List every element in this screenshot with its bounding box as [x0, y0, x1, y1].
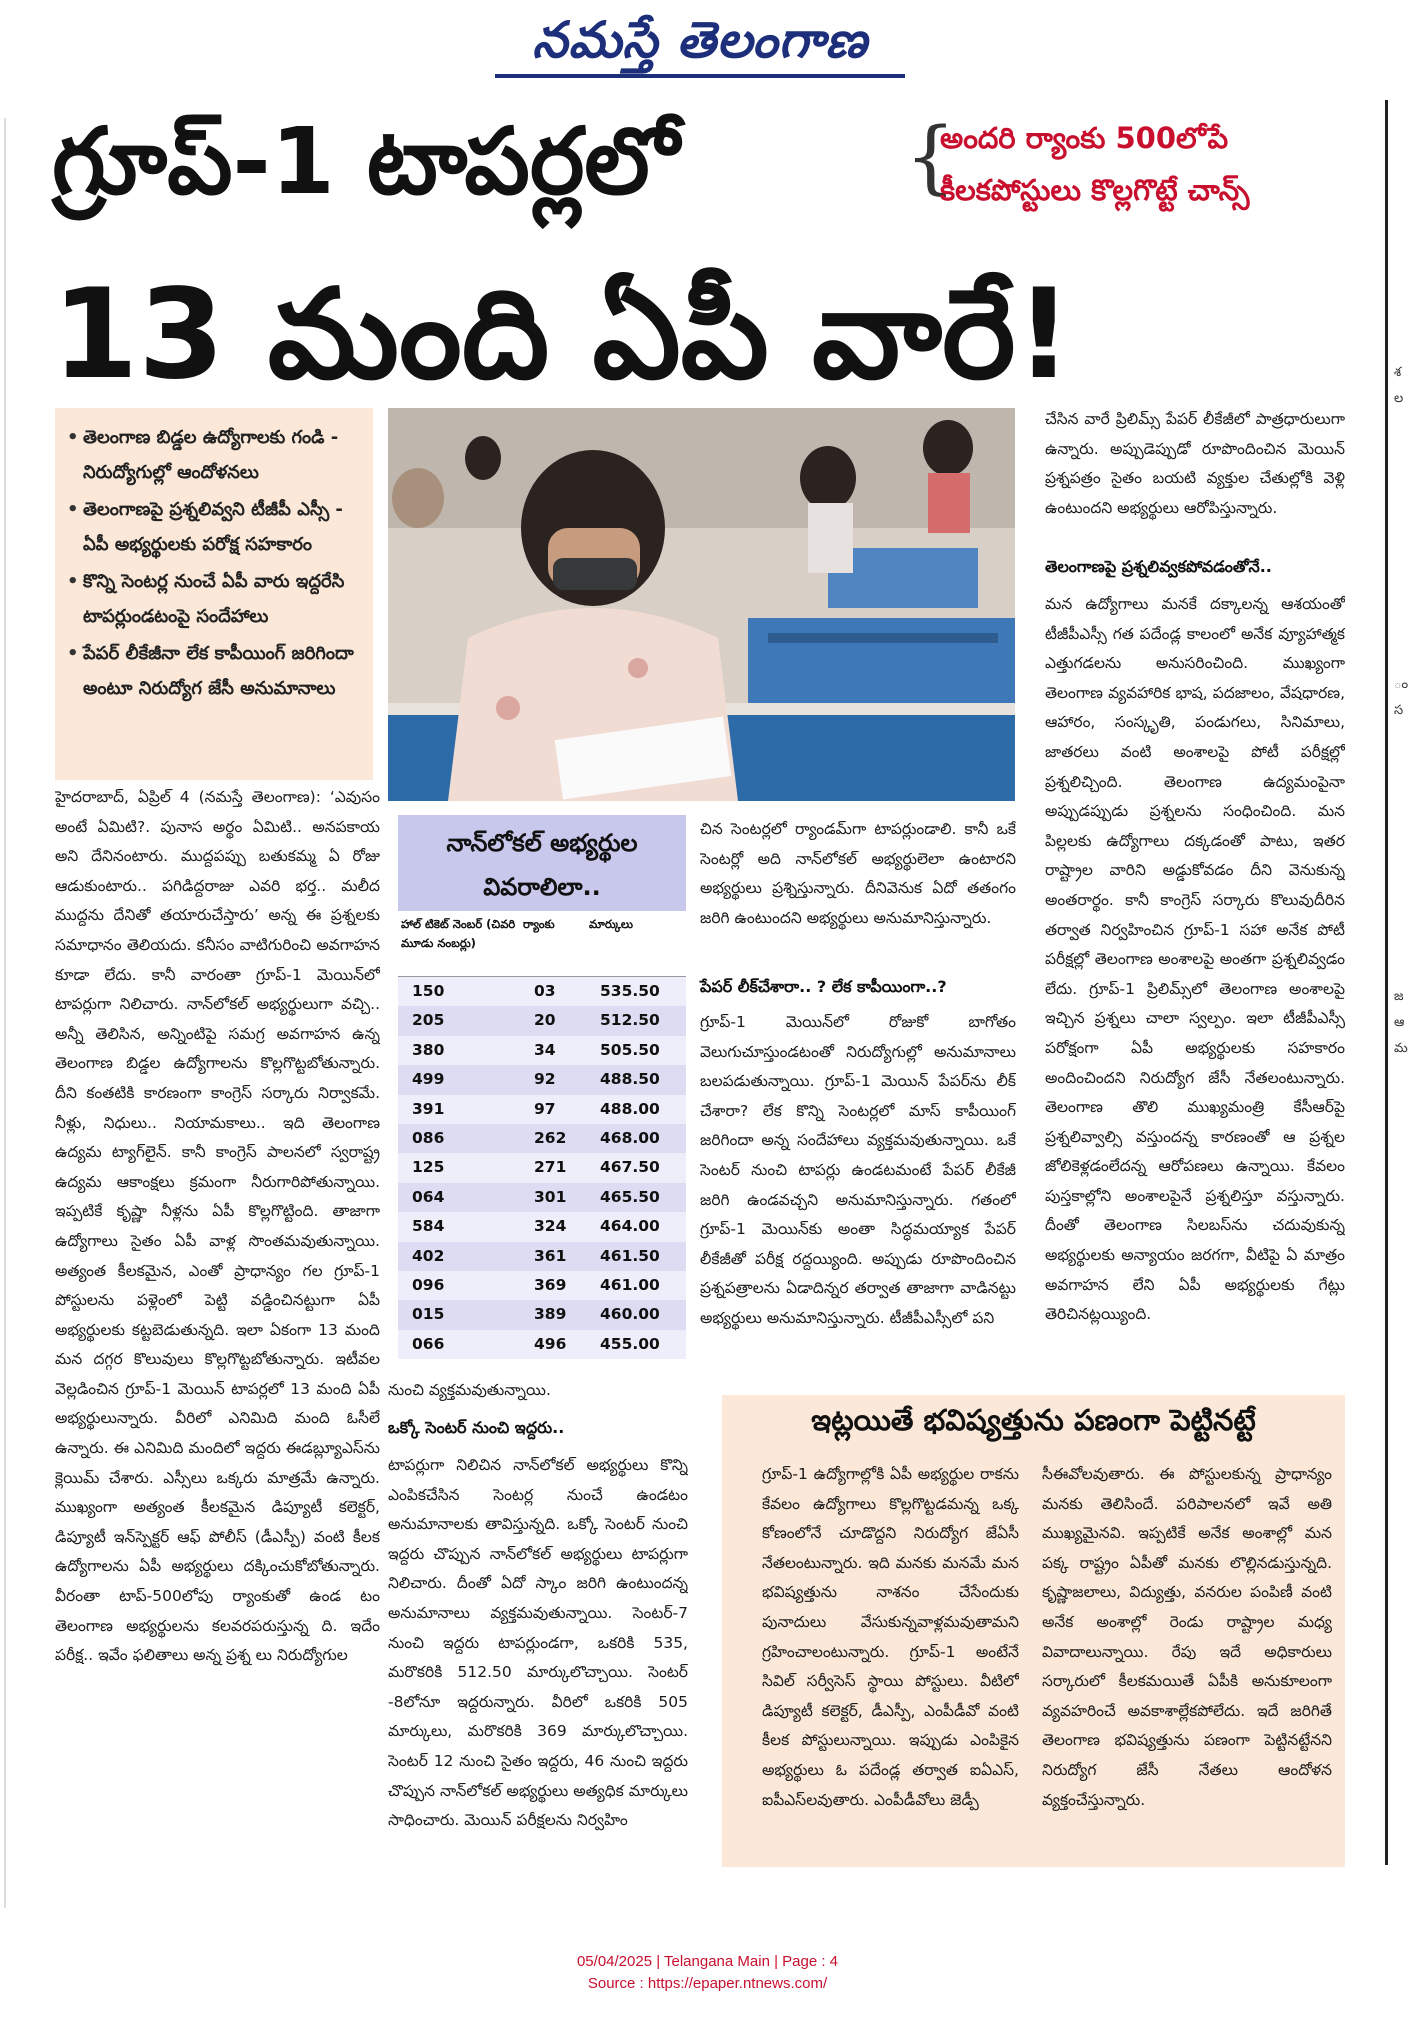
- article-column-3-top: చిన సెంటర్లలో ర్యాండమ్‌గా టాపర్లుండాలి. కానీ ఒకే సెంటర్లో అది నాన్‌లోకల్‌ అభ్యర్థులెలా ఉంటారని అభ్యర్థులు ప్రశ్నిస్తున్నారు. దీనివెనుక ఏదో తతంగం జరిగి ఉంటుందని అభ్యర్థులు అనుమానిస్తున్నారు.: [700, 820, 1016, 927]
- cell-hall-ticket: 015: [412, 1305, 445, 1324]
- footer-date-page: 05/04/2025 | Telangana Main | Page : 4: [576, 1953, 839, 1970]
- header-marks: మార్కులు: [589, 917, 633, 931]
- subheadline-1: అందరి ర్యాంకు 500లోపే: [940, 121, 1229, 155]
- subhead-one-center-two: ఒక్కో సెంటర్‌ నుంచి ఇద్దరు..: [388, 1418, 565, 1437]
- table-row: [398, 1006, 686, 1035]
- bullet-dot-icon: •: [67, 499, 79, 520]
- cell-hall-ticket: 086: [412, 1128, 445, 1147]
- cell-marks: 468.00: [600, 1128, 660, 1147]
- table-title: [398, 815, 686, 911]
- headline-line-1: గ్రూప్‌-1 టాపర్లలో: [52, 108, 680, 215]
- cell-rank: 92: [534, 1070, 556, 1089]
- edge-fragment: స: [1394, 703, 1404, 718]
- cell-hall-ticket: 391: [412, 1099, 445, 1118]
- table-row: [398, 1095, 686, 1124]
- cell-hall-ticket: 066: [412, 1334, 445, 1353]
- cell-hall-ticket: 096: [412, 1275, 445, 1294]
- highlight-item: [67, 420, 363, 490]
- table-title-line-2: వివరాలిలా..: [483, 873, 601, 901]
- highlight-item: [67, 492, 363, 562]
- article-column-4: మన ఉద్యోగాలు మనకే దక్కాలన్న ఆశయంతో టీజీపీఎస్సీ గత పదేండ్ల కాలంలో అనేక వ్యూహాత్మక ఎత్తుగడలను అనుసరించింది. ముఖ్యంగా తెలంగాణ వ్యవహారిక భాష, పదజాలం, వేషధారణ, ఆహారం, సంస్కృతి, పండుగలు, సినిమాలు, జాతరలు వంటి అంశాలపై పోటీ పరీక్షల్లో ప్రశ్నలిచ్చింది. తెలంగాణ ఉద్యమంపైనా అప్పుడప్పుడు ప్రశ్నలను సంధించింది. మన పిల్లలకు ఉద్యోగాలు దక్కడంతో పాటు, ఇతర రాష్ట్రాల వారిని అడ్డుకోవడం దీని వెనుకున్న అంతరార్థం. కానీ కాంగ్రెస్‌ సర్కారు కొలువుదీరిన తర్వాత నిర్వహించిన గ్రూప్‌-1 సహా అనేక పోటీ పరీక్షల్లో తెలంగాణ అంశాలపై అంతగా ప్రశ్నలివ్వడం లేదు. గ్రూప్‌-1 ప్రిలిమ్స్‌లో తెలంగాణ అంశాలపై ఇచ్చిన ప్రశ్నలు చాలా స్వల్పం. ఇలా టీజీపీఎస్సీ పరోక్షంగా ఏపీ అభ్యర్థులకు సహకారం అందించిందని నిరుద్యోగ జేసీ నేతలంటున్నారు. తెలంగాణ తొలి ముఖ్యమంత్రి కేసీఆర్‌పై ప్రశ్నలివ్వాల్సి వస్తుందన్న కారణంతో ఆ ప్రశ్నల జోలికెళ్లడంలేదన్న ఆరోపణలు ఉన్నాయి. కేవలం పుస్తకాల్లోని అంశాలపైనే ప్రశ్నలిస్తూ వస్తున్నారు. దీంతో తెలంగాణ సిలబస్‌ను చదువుకున్న అభ్యర్థులకు అన్యాయం జరగగా, వీటిపై ఏ మాత్రం అవగాహన లేని ఏపీ అభ్యర్థులకు గేట్లు తెరిచినట్లయ్యింది.: [1045, 595, 1345, 1324]
- cell-hall-ticket: 402: [412, 1246, 445, 1265]
- subhead-telangana-questions: తెలంగాణపై ప్రశ్నలివ్వకపోవడంతోనే..: [1045, 557, 1272, 576]
- cell-marks: 535.50: [600, 982, 660, 1000]
- bullet-dot-icon: •: [67, 643, 79, 664]
- edge-fragment: మ: [1394, 1041, 1408, 1056]
- cell-rank: 369: [534, 1275, 567, 1294]
- nonlocal-candidates-table: [398, 815, 686, 1370]
- cell-hall-ticket: 125: [412, 1158, 445, 1177]
- highlight-text: పేపర్‌ లీకేజీనా లేక కాపీయింగ్‌ జరిగిందా అంటూ నిరుద్యోగ జేసీ అనుమానాలు: [83, 643, 354, 699]
- article-column-2: టాపర్లుగా నిలిచిన నాన్‌లోకల్‌ అభ్యర్థులు కొన్ని ఎంపికచేసిన సెంటర్ల నుంచే ఉండటం అనుమానాలకు తావిస్తున్నది. ఒక్కో సెంటర్‌ నుంచి ఇద్దరు చొప్పున నాన్‌లోకల్‌ అభ్యర్థులు టాపర్లుగా నిలిచారు. దీంతో ఏదో స్కాం జరిగి ఉంటుందన్న అనుమానాలు వ్యక్తమవుతున్నాయి. సెంటర్‌-7 నుంచి ఇద్దరు టాపర్లుండగా, ఒకరికి 535, మరొకరికి 512.50 మార్కులొచ్చాయి. సెంటర్‌ -8లోనూ ఇద్దరున్నారు. వీరిలో ఒకరికి 505 మార్కులు, మరొకరికి 369 మార్కులొచ్చాయి. సెంటర్‌ 12 నుంచి సైతం ఇద్దరు, 46 నుంచి ఇద్దరు చొప్పున నాన్‌లోకల్‌ అభ్యర్థులు అత్యధిక మార్కులు సాధించారు. మెయిన్‌ పరీక్షలను నిర్వహిం: [388, 1456, 688, 1830]
- cell-hall-ticket: 150: [412, 982, 445, 1000]
- subhead-paper-leak: పేపర్‌ లీక్‌చేశారా.. ? లేక కాపీయింగా..?: [700, 977, 947, 996]
- cell-marks: 455.00: [600, 1334, 660, 1353]
- box-title: ఇట్లయితే భవిష్యత్తును పణంగా పెట్టినట్టే: [811, 1403, 1256, 1437]
- table-row: [398, 1124, 686, 1153]
- cell-rank: 20: [534, 1011, 556, 1030]
- box-column-left: గ్రూప్‌-1 ఉద్యోగాల్లోకి ఏపీ అభ్యర్థుల రాకను కేవలం ఉద్యోగాలు కొల్లగొట్టడమన్న ఒక్క కోణంలోనే చూడొద్దని నిరుద్యోగ జేఏసీ నేతలంటున్నారు. ఇది మనకు మనమే మన భవిష్యత్తును నాశనం చేసేందుకు పునాదులు వేసుకున్నవాళ్లమవుతామని గ్రహించాలంటున్నారు. గ్రూప్‌-1 అంటేనే సివిల్‌ సర్వీసెస్‌ స్థాయి పోస్టులు. వీటిలో డిప్యూటీ కలెక్టర్‌, డీఎస్పీ, ఎంపీడీవో వంటి కీలక పోస్టులున్నాయి. ఇప్పుడు ఎంపికైన అభ్యర్థులు ఓ పదేండ్ల తర్వాత ఐఏఎస్‌, ఐపీఎస్‌లవుతారు. ఎంపీడీవోలు జెడ్పీ: [762, 1465, 1019, 1809]
- footer-source-link[interactable]: Source : https://epaper.ntnews.com/: [587, 1975, 828, 1992]
- cell-rank: 361: [534, 1246, 567, 1265]
- table-row: [398, 1065, 686, 1094]
- cell-hall-ticket: 380: [412, 1040, 445, 1059]
- newspaper-masthead: నమస్తే తెలంగాణ: [532, 10, 868, 69]
- table-row: [398, 1300, 686, 1329]
- masthead-underline: [495, 74, 905, 78]
- cell-rank: 324: [534, 1217, 567, 1236]
- cell-marks: 512.50: [600, 1011, 660, 1030]
- edge-fragment: శ: [1394, 365, 1402, 380]
- cell-rank: 496: [534, 1334, 567, 1353]
- edge-fragment: ల: [1394, 391, 1404, 406]
- cell-rank: 271: [534, 1158, 567, 1177]
- table-row: [398, 1183, 686, 1212]
- table-row: [398, 1153, 686, 1182]
- table-row: [398, 1242, 686, 1271]
- table-row: [398, 1271, 686, 1300]
- cell-rank: 34: [534, 1040, 556, 1059]
- exam-hall-photo: [388, 408, 1015, 801]
- headline-line-2: 13 మంది ఏపీ వారే!: [52, 263, 1073, 407]
- table-body: [398, 977, 686, 1359]
- cell-rank: 97: [534, 1099, 556, 1118]
- edge-fragment: ఆ: [1394, 1015, 1405, 1030]
- highlight-text: కొన్ని సెంటర్ల నుంచే ఏపీ వారు ఇద్దరేసి టాపర్లుండటంపై సందేహాలు: [83, 571, 345, 627]
- table-header-row: [398, 911, 686, 977]
- cell-hall-ticket: 205: [412, 1011, 445, 1030]
- cell-marks: 465.50: [600, 1187, 660, 1206]
- cell-marks: 464.00: [600, 1217, 660, 1236]
- cell-rank: 301: [534, 1187, 567, 1206]
- table-row: [398, 1036, 686, 1065]
- cell-rank: 03: [534, 982, 556, 1000]
- adjacent-article-edge: [1385, 100, 1415, 1865]
- cell-marks: 461.00: [600, 1275, 660, 1294]
- highlight-text: తెలంగాణ బిడ్డల ఉద్యోగాలకు గండి - నిరుద్యోగుల్లో ఆందోళనలు: [83, 427, 339, 483]
- table-title-line-1: నాన్‌లోకల్‌ అభ్యర్థుల: [446, 829, 638, 857]
- article-column-3: గ్రూప్‌-1 మెయిన్‌లో రోజుకో బాగోతం వెలుగుచూస్తుండటంతో నిరుద్యోగుల్లో అనుమానాలు బలపడుతున్నాయి. గ్రూప్‌-1 మెయిన్‌ పేపర్‌ను లీక్‌ చేశారా? లేక కొన్ని సెంటర్లలో మాస్‌ కాపీయింగ్‌ జరిగిందా అన్న సందేహాలు వ్యక్తమవుతున్నాయి. ఒకే సెంటర్‌ నుంచి టాపర్లు ఉండటమంటే పేపర్‌ లీకేజీ జరిగి ఉండవచ్చని అనుమానిస్తున్నారు. గతంలో గ్రూప్‌-1 మెయిన్‌కు అంతా సిద్ధమయ్యాక పేపర్‌ లీకేజీతో పరీక్ష రద్దయ్యింది. అప్పుడు రూపొందించిన ప్రశ్నపత్రాలను ఏడాదిన్నర తర్వాత తాజాగా వాడినట్టు అభ్యర్థులు అనుమానిస్తున్నారు. టీజీపీఎస్సీలో పని: [700, 1013, 1016, 1327]
- highlight-item: [67, 564, 363, 634]
- edge-fragment: జ: [1394, 989, 1404, 1004]
- cell-marks: 461.50: [600, 1246, 660, 1265]
- table-row: [398, 1212, 686, 1241]
- edge-fragment: ం: [1394, 677, 1409, 692]
- subheadline-2: కీలకపోస్టులు కొల్లగొట్టే చాన్స్: [940, 173, 1250, 207]
- bullet-dot-icon: •: [67, 571, 79, 592]
- cell-rank: 262: [534, 1128, 567, 1147]
- cell-rank: 389: [534, 1305, 567, 1324]
- table-row: [398, 1330, 686, 1359]
- cell-hall-ticket: 064: [412, 1187, 445, 1206]
- cell-marks: 505.50: [600, 1040, 660, 1059]
- cell-marks: 488.50: [600, 1070, 660, 1089]
- cell-marks: 488.00: [600, 1099, 660, 1118]
- highlight-item: [67, 636, 363, 706]
- header-hall-ticket: హాల్‌ టికెట్‌ నెంబర్‌ (చివరి మూడు నంబర్లు): [401, 917, 516, 950]
- header-rank: ర్యాంకు: [523, 917, 555, 931]
- left-page-edge-rule: [0, 118, 6, 1908]
- table-row: [398, 977, 686, 1006]
- article-column-2-top: నుంచి వ్యక్తమవుతున్నాయి.: [388, 1381, 551, 1399]
- brace-glyph: {: [905, 110, 956, 203]
- article-column-4-top: చేసిన వారే ప్రిలిమ్స్‌ పేపర్‌ లీకేజీలో పాత్రధారులుగా ఉన్నారు. అప్పుడెప్పుడో రూపొందించిన మెయిన్‌ ప్రశ్నపత్రం సైతం బయటి వ్యక్తుల చేతుల్లోకి వెళ్లి ఉంటుందని అభ్యర్థులు ఆరోపిస్తున్నారు.: [1045, 410, 1345, 517]
- cell-marks: 460.00: [600, 1305, 660, 1324]
- box-column-right: సీఈవోలవుతారు. ఈ పోస్టులకున్న ప్రాధాన్యం మనకు తెలిసిందే. పరిపాలనలో ఇవే అతి ముఖ్యమైనవి. ఇప్పటికే అనేక అంశాల్లో మన పక్క రాష్ట్రం ఏపీతో మనకు లొల్లినడుస్తున్నది. కృష్ణాజలాలు, విద్యుత్తు, వనరుల పంపిణీ వంటి అనేక అంశాల్లో రెండు రాష్ట్రాల మధ్య వివాదాలున్నాయి. రేపు ఇదే అధికారులు సర్కారులో కీలకమయితే ఏపీకి అనుకూలంగా వ్యవహరించే అవకాశాల్లేకపోలేదు. ఇదే జరిగితే తెలంగాణ భవిష్యత్తును పణంగా పెట్టినట్టేనని నిరుద్యోగ జేసీ నేతలు ఆందోళన వ్యక్తంచేస్తున్నారు.: [1042, 1465, 1332, 1809]
- bullet-dot-icon: •: [67, 427, 79, 448]
- cell-hall-ticket: 499: [412, 1070, 445, 1089]
- article-column-1: హైదరాబాద్‌, ఏప్రిల్‌ 4 (నమస్తే తెలంగాణ): ‘ఎవుసం అంటే ఏమిటి?. పునాస అర్థం ఏమిటి.. అనపకాయ అని దేనినంటారు. ముద్దపప్పు బతుకమ్మ ఏ రోజు ఆడుకుంటారు.. పగిడిద్దరాజు ఎవరి భర్త.. మలీద ముద్దను దేనితో తయారుచేస్తారు’ అన్న ఈ ప్రశ్నలకు సమాధానం తెలియదు. కనీసం వాటిగురించి అవగాహన కూడా లేదు. కానీ వారంతా గ్రూప్‌-1 మెయిన్‌లో టాపర్లుగా నిలిచారు. నాన్‌లోకల్‌ అభ్యర్థులుగా వచ్చి.. అన్నీ తెలిసిన, అన్నింటిపై సమగ్ర అవగాహన ఉన్న తెలంగాణ బిడ్డల ఉద్యోగాలను కొల్లగొట్టబోతున్నారు. దీని కంతటికి కారణంగా కాంగ్రెస్‌ సర్కారు నిర్వాకమే. నీళ్లు, నిధులు.. నియామకాలు.. ఇది తెలంగాణ ఉద్యమ ట్యాగ్‌లైన్‌. కానీ కాంగ్రెస్‌ పాలనలో స్వరాష్ట్ర ఉద్యమ ఆకాంక్షలు క్రమంగా నీరుగారిపోతున్నాయి. ఇప్పటికే కృష్ణా నీళ్లను ఏపీ కొల్లగొట్టింది. తాజాగా ఉద్యోగాలు సైతం ఏపీ వాళ్ల సొంతమవుతున్నాయి. అత్యంత కీలకమైన, ఎంతో ప్రాధాన్యం గల గ్రూప్‌-1 పోస్టులను పళ్లెంలో పెట్టి వడ్డించినట్టుగా ఏపీ అభ్యర్థులకు కట్టబెడుతున్నది. ఇలా ఏకంగా 13 మంది మన దగ్గర కొలువులు కొల్లగొట్టబోతున్నారు. ఇటీవల వెల్లడించిన గ్రూప్‌-1 మెయిన్‌ టాపర్లలో 13 మంది ఏపీ అభ్యర్థులున్నారు. వీరిలో ఎనిమిది మంది ఓసీలే ఉన్నారు. ఈ ఎనిమిది మందిలో ఇద్దరు ఈడబ్ల్యూఎస్‌ను క్లెయిమ్‌ చేశారు. ఎస్సీలు ఒక్కరు మాత్రమే ఉన్నారు. ముఖ్యంగా అత్యంత కీలకమైన డిప్యూటీ కలెక్టర్‌, డిప్యూటీ ఇన్‌స్పెక్టర్‌ ఆఫ్‌ పోలీస్‌ (డీఎస్పీ) వంటి కీలక ఉద్యోగాలను ఏపీ అభ్యర్థులు దక్కించుకోబోతున్నారు. వీరంతా టాప్‌-500లోపు ర్యాంకుతో ఉండ టం తెలంగాణ అభ్యర్థులను కలవరపరుస్తున్న ది. ఇదేం పరీక్ష.. ఇవేం ఫలితాలు అన్న ప్రశ్న లు నిరుద్యోగుల: [55, 788, 380, 1665]
- cell-hall-ticket: 584: [412, 1217, 445, 1236]
- highlights-box: [55, 408, 373, 780]
- highlight-text: తెలంగాణపై ప్రశ్నలివ్వని టీజీపీ ఎస్సీ - ఏపీ అభ్యర్థులకు పరోక్ష సహకారం: [83, 499, 343, 555]
- cell-marks: 467.50: [600, 1158, 660, 1177]
- exam-hall-photo-illustration: [388, 408, 1015, 801]
